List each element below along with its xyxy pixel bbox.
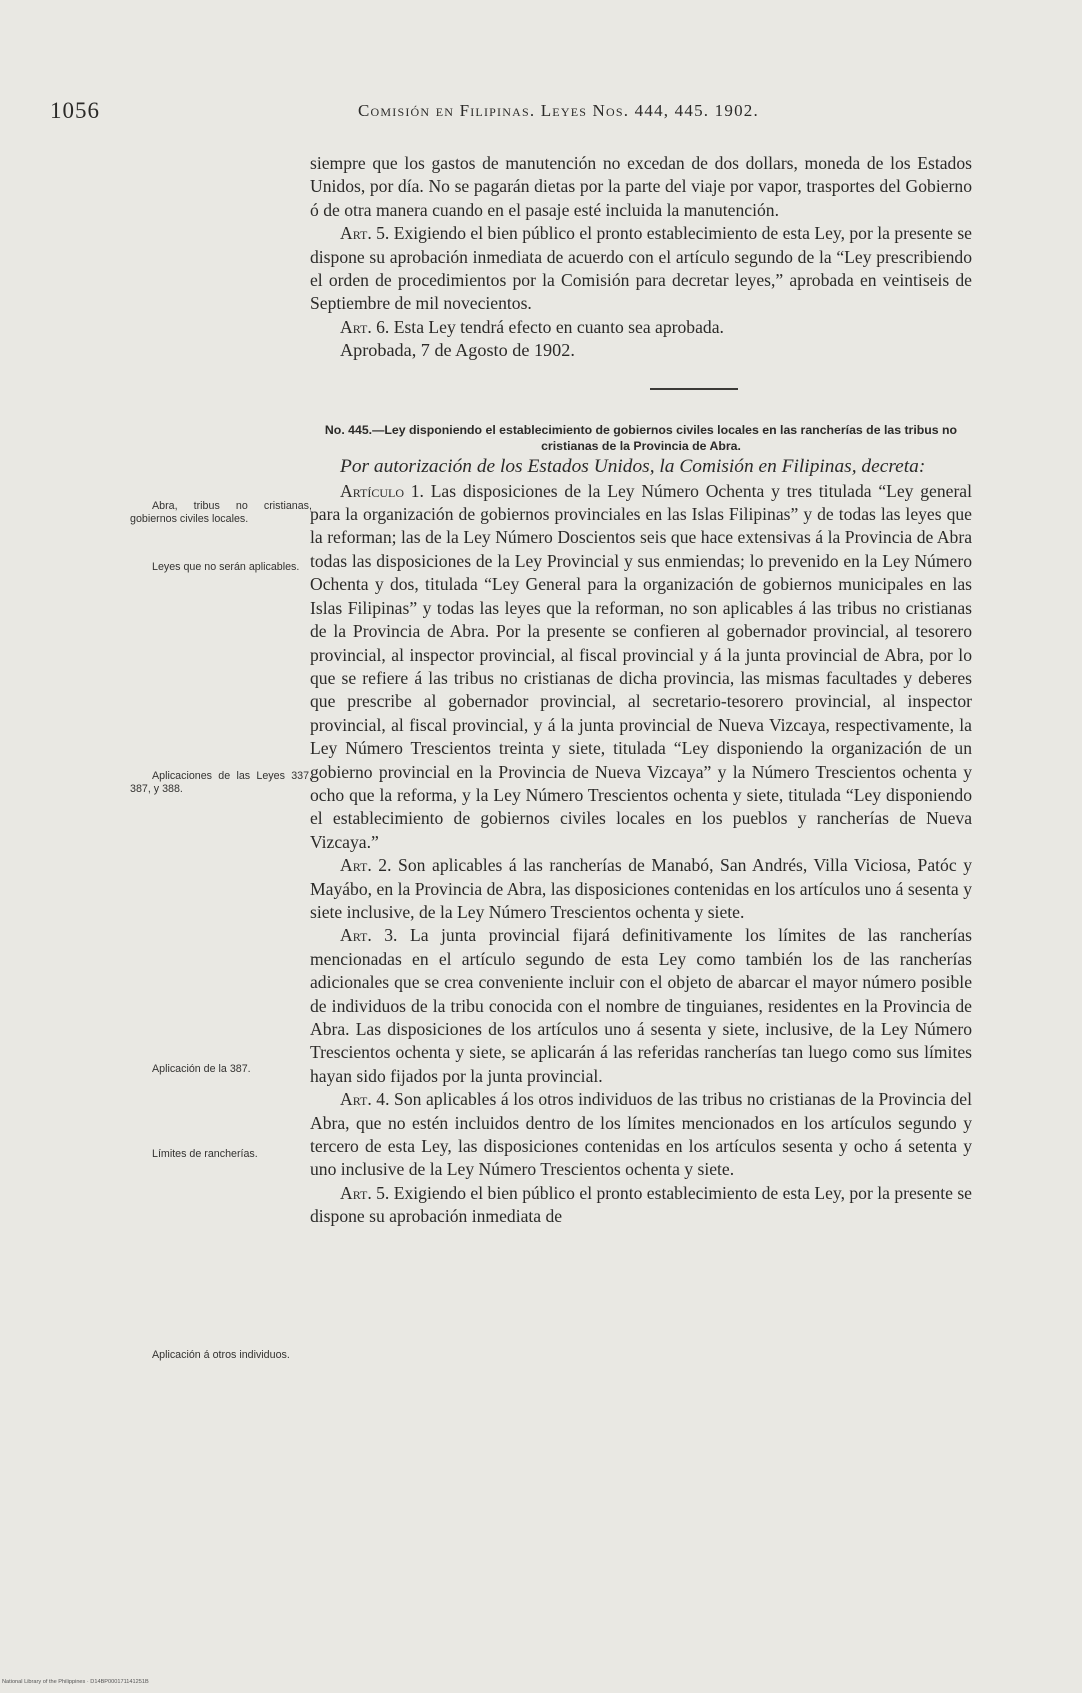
page-number: 1056 (50, 98, 100, 123)
article-label: Art. 4. (340, 1089, 390, 1110)
article-label: Art. 3. (340, 925, 398, 946)
margin-note-abra: Abra, tribus no cristianas, gobiernos civiles locales. (130, 500, 312, 525)
page-header (40, 98, 930, 128)
article-label: Artículo 1. (340, 480, 424, 501)
enacting-clause: Por autorización de los Estados Unidos, la Comisión en Filipinas, decreta: (340, 455, 926, 477)
margin-note-otros-individuos: Aplicación á otros individuos. (152, 1349, 290, 1361)
article-text: Exigiendo el bien público el pronto establecimiento de esta Ley, por la presente se dispone su aprobación inmediata de acuerdo con el artículo segundo de la “Ley prescribiendo el orden de procedimientos por la Comisión para decretar leyes,” aprobada en veintiseis de Septiembre de mil novecientos. (310, 223, 972, 314)
article-4 (310, 1088, 972, 1182)
article-text: Las disposiciones de la Ley Número Ochenta y tres titulada “Ley general para la organización de gobiernos provinciales en las Islas Filipinas” y de todas las leyes que la reforman; las de la Ley Número Doscientos seis que hace extensivas á la Provincia de Abra todas las disposiciones de la Ley Provincial y sus enmiendas; lo prevenido en la Ley Número Ochenta y dos, titulada “Ley General para la organización de gobiernos municipales en las Islas Filipinas” y todas las leyes que la reforman, no son aplicables á las tribus no cristianas de la Provincia de Abra. Por la presente se confieren al gobernador provincial, al tesorero provincial, al inspector provincial, al fiscal provincial y á la junta provincial de Abra, por lo que se refiere á las tribus no cristianas de dicha provincia, las mismas facultades y deberes que prescribe al gobernador provincial, al secretario-tesorero provincial, al inspector provincial, al fiscal provincial, y á la junta provincial de Nueva Vizcaya, respectivamente, la Ley Número Trescientos treinta y siete, titulada “Ley disponiendo la organización de un gobierno provincial en la Provincia de Nueva Vizcaya” y la Número Trescientos ochenta y ocho que la reforma, y la Ley Número Trescientos ochenta y siete, titulada “Ley disponiendo el establecimiento de gobiernos civiles locales en los pueblos y rancherías de Nueva Vizcaya.” (310, 480, 972, 852)
margin-note-leyes-no-aplicables: Leyes que no serán aplicables. (152, 561, 300, 573)
running-head: Comisión en Filipinas. Leyes Nos. 444, 445. 1902. (358, 101, 759, 120)
approval-date: Aprobada, 7 de Agosto de 1902. (340, 340, 575, 361)
article-text: Esta Ley tendrá efecto en cuanto sea aprobada. (389, 316, 724, 337)
article-3 (310, 924, 972, 1088)
article-text: Son aplicables á los otros individuos de las tribus no cristianas de la Provincia del Abra, que no estén incluidos dentro de los límites mencionados en los artículos segundo y tercero de esta Ley, las disposiciones contenidas en los artículos sesenta y ocho á setenta y uno inclusive de la Ley Número Trescientos ochenta y siete. (310, 1089, 972, 1180)
section-divider (650, 388, 738, 390)
margin-note-aplicaciones: Aplicaciones de las Leyes 337, 387, y 388. (130, 770, 312, 795)
article-text: Exigiendo el bien público el pronto establecimiento de esta Ley, por la presente se dispone su aprobación inmediata de (310, 1182, 972, 1227)
paragraph-manutencion: siempre que los gastos de manutención no excedan de dos dollars, moneda de los Estados Unidos, por día. No se pagarán dietas por la parte del viaje por vapor, trasportes del Gobierno ó de otra manera cuando en el pasaje esté incluida la manutención. (310, 153, 972, 220)
scan-credit: National Library of the Philippines · D14BP000171141251B (2, 1679, 149, 1685)
article-2 (310, 854, 972, 924)
article-label: Art. 5. (340, 1182, 390, 1203)
margin-note-limites: Límites de rancherías. (152, 1148, 258, 1160)
article-6-law-444 (310, 316, 972, 339)
law-445-title: No. 445.—Ley disponiendo el establecimiento de gobiernos civiles locales en las rancherías de las tribus no cristianas de la Provincia de Abra. (324, 422, 958, 453)
article-5-law-444 (310, 222, 972, 316)
body-text (310, 152, 972, 1229)
article-1 (310, 480, 972, 855)
article-label: Art. 2. (340, 855, 392, 876)
margin-note-aplicacion-387: Aplicación de la 387. (152, 1063, 251, 1075)
article-text: Son aplicables á las rancherías de Manabó, San Andrés, Villa Viciosa, Patóc y Mayábo, en la Provincia de Abra, las disposiciones contenidas en los artículos uno á sesenta y siete inclusive, de la Ley Número Trescientos ochenta y siete. (310, 855, 972, 922)
article-5 (310, 1182, 972, 1229)
article-label: Art. 5. (340, 223, 390, 244)
article-text: La junta provincial fijará definitivamente los límites de las rancherías mencionadas en el artículo segundo de esta Ley como también los de las rancherías adicionales que se crea conveniente incluir con el objeto de abarcar el mayor número posible de individuos de la tribu conocida con el nombre de tinguianes, residentes en la Provincia de Abra. Las disposiciones de los artículos uno á sesenta y siete, inclusive, de la Ley Número Trescientos ochenta y siete, se aplicarán á las referidas rancherías tan luego como sus límites hayan sido fijados por la junta provincial. (310, 925, 972, 1086)
article-label: Art. 6. (340, 316, 390, 337)
